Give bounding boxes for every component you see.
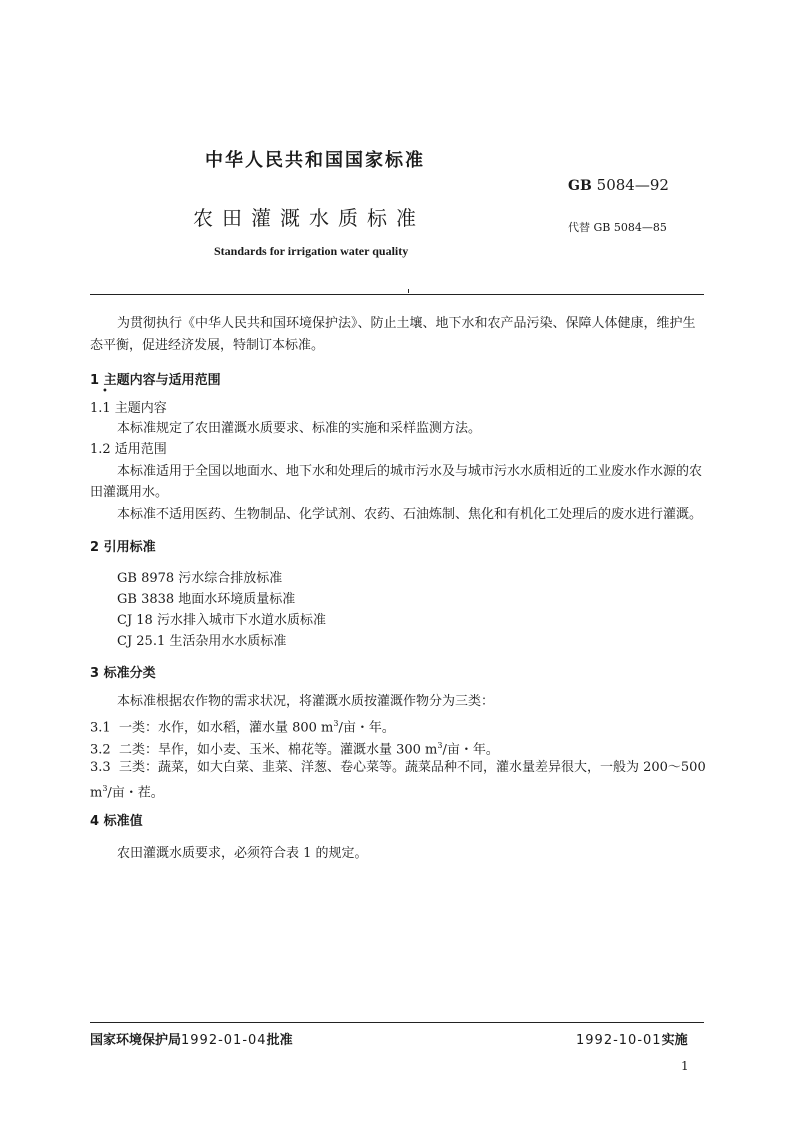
approving-authority: 国家环境保护局 — [90, 1033, 182, 1048]
gb-prefix: GB — [568, 178, 592, 194]
section-1-2-text-1: 本标准适用于全国以地面水、地下水和处理后的城市污水及与城市污水水质相近的工业废水作水源的农田灌溉用水。 — [90, 464, 703, 500]
section-1-2-text-2: 本标准不适用医药、生物制品、化学试剂、农药、石油炼制、焦化和有机化工处理后的废水进行灌溉。 — [117, 507, 703, 522]
header-tick-mark — [408, 289, 409, 293]
section-1-heading: 1 主题内容与适用范围 — [90, 373, 221, 388]
category-3-label: 3.3 — [90, 760, 111, 775]
replaces-standard: 代替 GB 5084—85 — [568, 221, 667, 234]
category-1-text: 一类：水作，如水稻，灌水量 800 m — [118, 720, 334, 736]
category-3-unit-m: m — [90, 785, 103, 801]
category-2-label: 3.2 — [90, 742, 111, 758]
section-1-1-heading: 1.1 主题内容 — [90, 401, 167, 416]
page-number: 1 — [681, 1059, 689, 1073]
gb-number: 5084—92 — [596, 176, 669, 194]
section-1-1-text: 本标准规定了农田灌溉水质要求、标准的实施和采样监测方法。 — [117, 421, 482, 436]
category-3-text: 三类：蔬菜，如大白菜、韭菜、洋葱、卷心菜等。蔬菜品种不同，灌水量差异很大，一般为 200～500 — [118, 760, 706, 775]
effective-suffix: 实施 — [661, 1033, 688, 1048]
category-1-unit: /亩・年。 — [338, 720, 395, 736]
category-2-sup: 3 — [437, 741, 443, 750]
effective-line — [576, 1029, 688, 1048]
intro-paragraph: 为贯彻执行《中华人民共和国环境保护法》、防止土壤、地下水和农产品污染、保障人体健康，维护生态平衡，促进经济发展，特制订本标准。 — [90, 316, 696, 353]
section-3-heading: 3 标准分类 — [90, 666, 156, 681]
bullet-dot: • — [102, 386, 108, 397]
category-3 — [90, 757, 706, 779]
category-3-continued — [90, 778, 164, 804]
reference-item: CJ 18 污水排入城市下水道水质标准 — [117, 613, 326, 628]
reference-item: CJ 25.1 生活杂用水水质标准 — [117, 634, 287, 649]
section-4-heading: 4 标准值 — [90, 814, 143, 829]
reference-item: GB 3838 地面水环境质量标准 — [117, 592, 296, 607]
header-divider — [90, 294, 704, 295]
section-4-text: 农田灌溉水质要求，必须符合表 1 的规定。 — [117, 846, 368, 861]
english-title: Standards for irrigation water quality — [214, 244, 409, 258]
effective-date: 1992-10-01 — [576, 1033, 662, 1048]
gb-code — [568, 176, 669, 194]
country-standard-heading: 中华人民共和国国家标准 — [205, 150, 425, 171]
category-3-sup: 3 — [102, 784, 108, 793]
footer-divider — [90, 1022, 704, 1023]
category-1-sup: 3 — [333, 719, 339, 728]
document-title: 农田灌溉水质标准 — [193, 206, 425, 230]
category-2-unit: /亩・年。 — [442, 742, 499, 758]
section-2-heading: 2 引用标准 — [90, 540, 156, 555]
approval-date: 1992-01-04 — [181, 1033, 267, 1048]
approval-line — [90, 1029, 293, 1048]
category-3-unit: /亩・茬。 — [107, 785, 164, 801]
category-2-text: 二类：旱作，如小麦、玉米、棉花等。灌溉水量 300 m — [118, 742, 438, 758]
section-1-2-heading: 1.2 适用范围 — [90, 442, 167, 457]
reference-item: GB 8978 污水综合排放标准 — [117, 571, 283, 586]
approval-suffix: 批准 — [266, 1033, 293, 1048]
category-1-label: 3.1 — [90, 720, 111, 736]
section-3-intro: 本标准根据农作物的需求状况，将灌溉水质按灌溉作物分为三类： — [117, 694, 495, 709]
